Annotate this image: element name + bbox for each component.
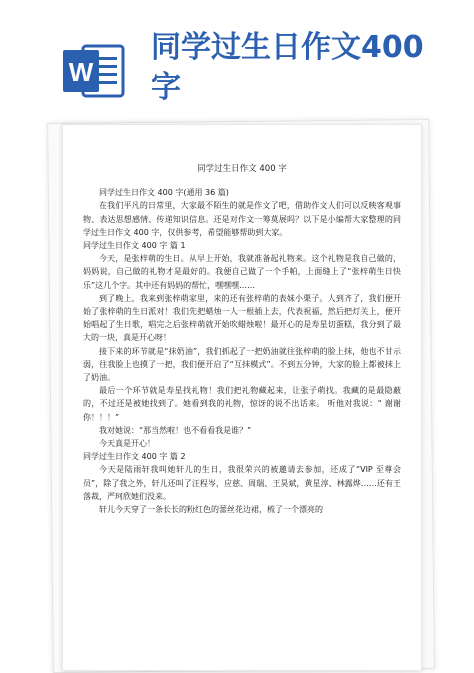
section-heading: 同学过生日作文 400 字 篇 1 (83, 241, 186, 251)
document-body (83, 163, 401, 516)
paragraph: 轩儿今天穿了一条长长的粉红色的蕾丝花边裙，梳了一个漂亮的 (99, 505, 323, 515)
header-banner (0, 0, 474, 118)
paragraph: 今天真是开心！ (99, 439, 155, 449)
paragraph: 在我们平凡的日常里，大家最不陌生的就是作文了吧，借助作文人们可以反映客观事物、表达思想感情、传递知识信息。还是对作文一筹莫展吗？以下是小编帮大家整理的同学过生日作文 400 字，仅供参考，希望能够帮助到大家。 (83, 201, 401, 237)
word-document-icon (61, 40, 125, 102)
paragraph: 我对她说：“那当然啦！也不看看我是谁？” (99, 425, 252, 435)
paragraph: 今天是陆雨轩我叫她轩儿的生日，我很荣兴的被邀请去参加，还成了“VIP 至尊会员”，除了我之外，轩儿还叫了汪程岑，应慈、周瑞、王昊斌，黄星淳、林露烨……还有王落裁，严珂欣她们没来。 (83, 465, 401, 501)
paragraph: 同学过生日作文 400 字(通用 36 篇) (99, 188, 229, 198)
section-heading: 同学过生日作文 400 字 篇 2 (83, 452, 186, 462)
paragraph-list (83, 186, 401, 516)
paragraph: 到了晚上，我来到张梓萌家里，来的还有张梓萌的表妹小栗子。人到齐了，我们便开始了张梓萌的生日派对！我们先把蜡烛一人一根插上去，代表祝福，然后把灯关上，便开始唱起了生日歌，唱完之后张梓萌就开始吹蜡烛啦！最开心的是寿星切蛋糕，我分到了最大的一块，真是开心呀！ (83, 293, 401, 343)
document-title: 同学过生日作文 400 字 (197, 164, 287, 174)
paragraph: 今天，是张梓萌的生日。从早上开始，我就准备起礼物来。这个礼物是我自己做的，妈妈说，自己做的礼物才是最好的。我便自己做了一个手帕，上面缝上了“张梓萌生日快乐”这几个字。其中还有妈妈的帮忙，嘿嘿嘿…… (83, 254, 401, 290)
paragraph: 接下来的环节就是“抹奶油”，我们抓起了一把奶油就往张梓萌的脸上抹，他也不甘示弱，往我脸上也摸了一把，我们便开启了“互抹模式”。不到五分钟，大家的脸上都被抹上了奶油。 (83, 346, 401, 383)
paragraph: 最后一个环节就是寿星找礼物！我们把礼物藏起来，让张子萌找。我藏的是最隐蔽的，不过还是被她找到了。她看到我的礼物，惊讶的说不出话来。 听他对我说：“ 谢谢你！！！” (83, 386, 401, 422)
page-title: 同学过生日作文400字 (151, 30, 424, 105)
word-icon-letter: W (68, 57, 94, 87)
document-page (62, 124, 422, 671)
